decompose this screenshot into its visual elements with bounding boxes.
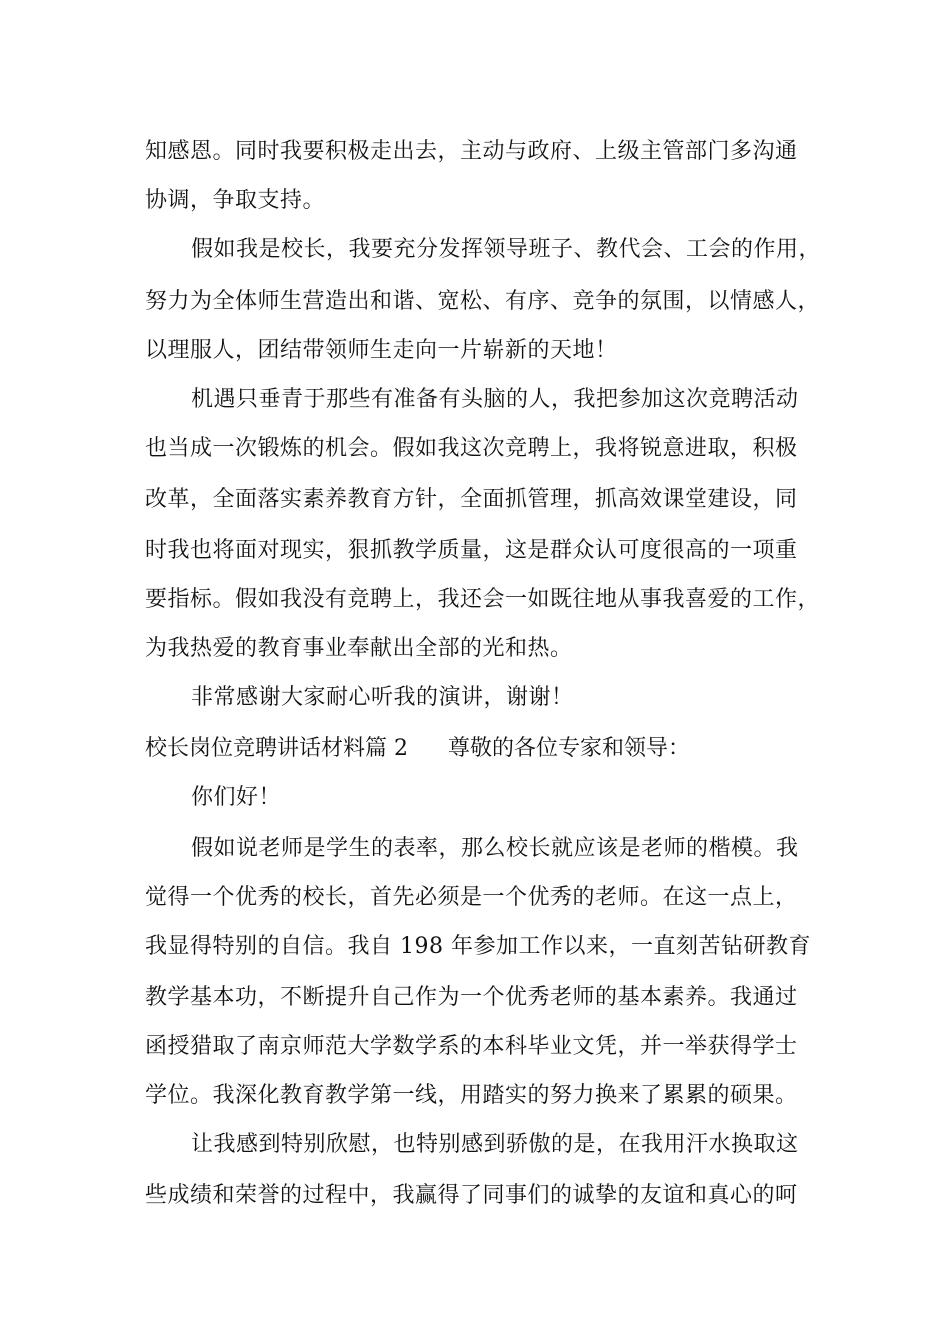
text-line: 机遇只垂青于那些有准备有头脑的人，我把参加这次竞聘活动 bbox=[191, 387, 799, 412]
text-line: 非常感谢大家耐心听我的演讲，谢谢！ bbox=[191, 685, 574, 710]
text-line: 我显得特别的自信。我自 198 年参加工作以来，一直刻苦钻研教育 bbox=[145, 934, 811, 959]
text-line: 要指标。假如我没有竞聘上，我还会一如既往地从事我喜爱的工作， bbox=[145, 587, 821, 612]
section-heading-row bbox=[145, 734, 835, 764]
text-line: 努力为全体师生营造出和谐、宽松、有序、竞争的氛围，以情感人， bbox=[145, 289, 821, 314]
text-line: 假如我是校长，我要充分发挥领导班子、教代会、工会的作用， bbox=[191, 237, 822, 262]
text-line: 知感恩。同时我要积极走出去，主动与政府、上级主管部门多沟通 bbox=[145, 139, 798, 164]
section-title: 校长岗位竞聘讲话材料篇 2 bbox=[145, 736, 408, 761]
text-line: 以理服人，团结带领师生走向一片崭新的天地！ bbox=[145, 338, 618, 363]
text-line: 协调，争取支持。 bbox=[145, 188, 326, 213]
text-line: 改革，全面落实素养教育方针，全面抓管理，抓高效课堂建设，同 bbox=[145, 487, 798, 512]
text-line: 教学基本功，不断提升自己作为一个优秀老师的基本素养。我通过 bbox=[145, 985, 798, 1010]
text-line: 为我热爱的教育事业奉献出全部的光和热。 bbox=[145, 636, 573, 661]
greeting: 尊敬的各位专家和领导： bbox=[448, 736, 691, 761]
text-line: 假如说老师是学生的表率，那么校长就应该是老师的楷模。我 bbox=[191, 836, 799, 861]
text-line: 觉得一个优秀的校长，首先必须是一个优秀的老师。在这一点上， bbox=[145, 885, 798, 910]
text-line: 让我感到特别欣慰，也特别感到骄傲的是，在我用汗水换取这 bbox=[191, 1132, 799, 1157]
text-line: 学位。我深化教育教学第一线，用踏实的努力换来了累累的硕果。 bbox=[145, 1083, 798, 1108]
text-line: 些成绩和荣誉的过程中，我赢得了同事们的诚挚的友谊和真心的呵 bbox=[145, 1183, 798, 1208]
text-line: 你们好！ bbox=[191, 785, 282, 810]
text-line: 函授猎取了南京师范大学数学系的本科毕业文凭，并一举获得学士 bbox=[145, 1034, 798, 1059]
text-line: 时我也将面对现实，狠抓教学质量，这是群众认可度很高的一项重 bbox=[145, 538, 798, 563]
text-line: 也当成一次锻炼的机会。假如我这次竞聘上，我将锐意进取，积极 bbox=[145, 436, 798, 461]
